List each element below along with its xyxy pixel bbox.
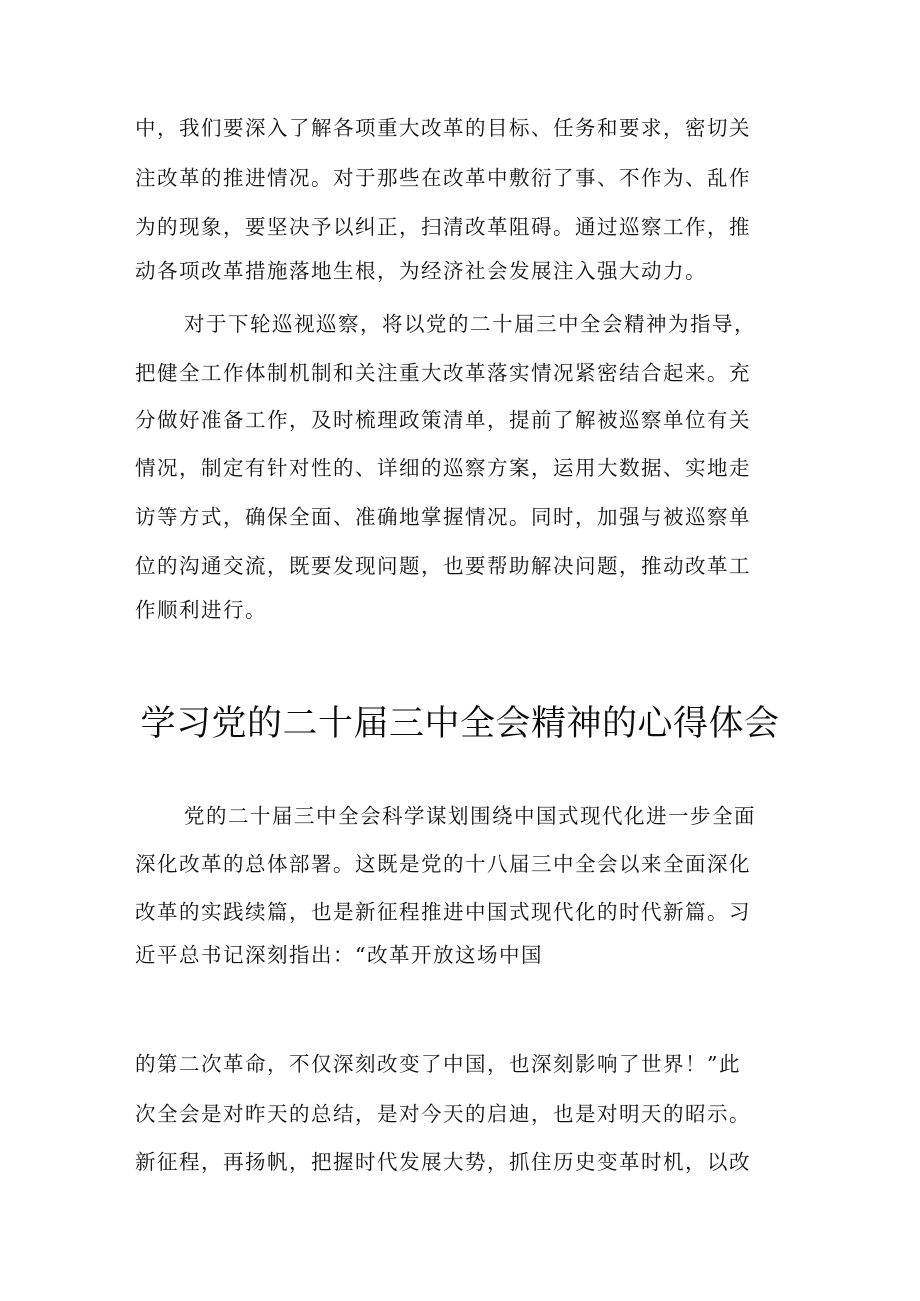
text-line: 访等方式，确保全面、准确地掌握情况。同时，加强与被巡察单 <box>135 505 751 529</box>
text-line: 中，我们要深入了解各项重大改革的目标、任务和要求，密切关 <box>135 116 751 140</box>
text-line: 注改革的推进情况。对于那些在改革中敷衍了事、不作为、乱作 <box>135 166 751 190</box>
text-line: 位的沟通交流，既要发现问题，也要帮助解决问题，推动改革工 <box>135 554 751 578</box>
text-line: 情况，制定有针对性的、详细的巡察方案，运用大数据、实地走 <box>135 456 751 480</box>
text-line: 为的现象，要坚决予以纠正，扫清改革阻碍。通过巡察工作，推 <box>135 215 751 239</box>
text-line: 动各项改革措施落地生根，为经济社会发展注入强大动力。 <box>135 259 707 283</box>
text-line: 次全会是对昨天的总结，是对今天的启迪，也是对明天的昭示。 <box>135 1102 751 1126</box>
text-line: 作顺利进行。 <box>135 598 267 622</box>
text-line: 党的二十届三中全会科学谋划围绕中国式现代化进一步全面 <box>184 804 756 828</box>
text-line: 把健全工作体制机制和关注重大改革落实情况紧密结合起来。充 <box>135 361 751 385</box>
text-line: 分做好准备工作，及时梳理政策清单，提前了解被巡察单位有关 <box>135 408 751 432</box>
text-line: 的第二次革命，不仅深刻改变了中国，也深刻影响了世界！”此 <box>135 1052 741 1076</box>
text-line: 深化改革的总体部署。这既是党的十八届三中全会以来全面深化 <box>135 852 751 876</box>
text-line: 对于下轮巡视巡察，将以党的二十届三中全会精神为指导， <box>184 312 756 336</box>
text-line: 改革的实践续篇，也是新征程推进中国式现代化的时代新篇。习 <box>135 900 751 924</box>
text-line: 新征程，再扬帆，把握时代发展大势，抓住历史变革时机，以改 <box>135 1150 751 1174</box>
text-line: 近平总书记深刻指出：“改革开放这场中国 <box>135 943 543 967</box>
page-title: 学习党的二十届三中全会精神的心得体会 <box>140 704 780 744</box>
